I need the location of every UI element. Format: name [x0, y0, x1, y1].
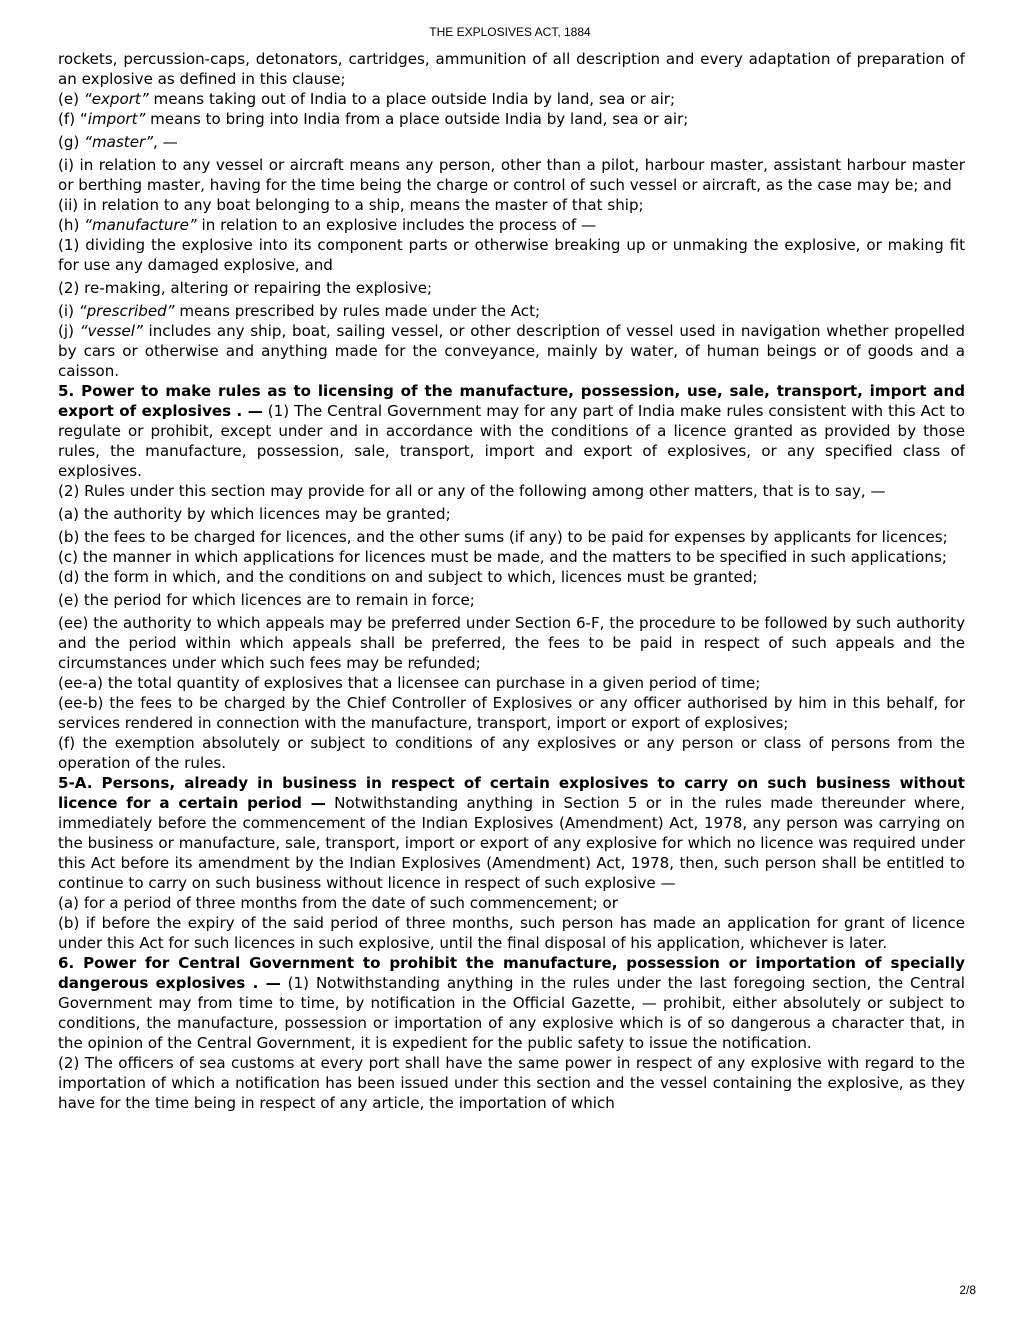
paragraph: (c) the manner in which applications for licences must be made, and the matters to be specified in such applications; [58, 548, 947, 566]
section-5: 5. Power to make rules as to licensing of the manufacture, possession, use, sale, transport, import and export of explosives . — (1) The Central Government may for any part of India make rules consistent with this Act to regulate or prohibit, except under and in accordance with the conditions of a licence granted as provided by those rules, the manufacture, possession, sale, transport, import and export of explosives, or any specified class of explosives. [58, 382, 965, 480]
section-heading: 5-A. Persons, already in business in respect of certain explosives to carry on such business without licence for a certain period — [58, 774, 965, 812]
paragraph: (1) dividing the explosive into its component parts or otherwise breaking up or unmaking the explosive, or making fit for use any damaged explosive, and [58, 236, 965, 274]
document-body [58, 49, 965, 1113]
paragraph: (ee-b) the fees to be charged by the Chief Controller of Explosives or any officer authorised by him in this behalf, for services rendered in connection with the manufacture, transport, import or export of explosives; [58, 694, 965, 732]
paragraph: (b) the fees to be charged for licences, and the other sums (if any) to be paid for expenses by applicants for licences; [58, 528, 948, 546]
paragraph: (ee) the authority to which appeals may be preferred under Section 6-F, the procedure to be followed by such authority and the period within which appeals shall be preferred, the fees to be paid in respect of such appeals and the circumstances under which such fees may be refunded; [58, 614, 965, 672]
definition-prescribed: (i) “prescribed” means prescribed by rules made under the Act; [58, 302, 541, 320]
paragraph: (2) The officers of sea customs at every port shall have the same power in respect of any explosive with regard to the importation of which a notification has been issued under this section and the vessel containing the explosive, as they have for the time being in respect of any article, the importation of which [58, 1054, 965, 1112]
defined-term: import” [87, 110, 146, 128]
paragraph: (ii) in relation to any boat belonging to a ship, means the master of that ship; [58, 196, 644, 214]
paragraph: (2) Rules under this section may provide for all or any of the following among other matters, that is to say, — [58, 482, 886, 500]
paragraph: rockets, percussion-caps, detonators, cartridges, ammunition of all description and every adaptation of preparation of an explosive as defined in this clause; [58, 50, 965, 88]
defined-term: “master” [84, 133, 154, 151]
defined-term: “prescribed” [78, 302, 175, 320]
definition-export: (e) “export” means taking out of India to a place outside India by land, sea or air; [58, 90, 676, 108]
paragraph: (i) in relation to any vessel or aircraft means any person, other than a pilot, harbour master, assistant harbour master or berthing master, having for the time being the charge or control of such vessel or aircraft, as the case may be; and [58, 156, 965, 194]
section-heading: 6. Power for Central Government to prohibit the manufacture, possession or importation of specially dangerous explosives . — [58, 954, 965, 992]
paragraph: (e) the period for which licences are to remain in force; [58, 591, 475, 609]
paragraph: (a) the authority by which licences may be granted; [58, 505, 451, 523]
paragraph: (2) re-making, altering or repairing the explosive; [58, 279, 433, 297]
paragraph: (a) for a period of three months from the date of such commencement; or [58, 894, 618, 912]
page-number: 2/8 [959, 1283, 976, 1297]
section-6: 6. Power for Central Government to prohibit the manufacture, possession or importation of specially dangerous explosives . — (1) Notwithstanding anything in the rules under the last foregoing section, the Central Government may from time to time, by notification in the Official Gazette, — prohibit, either absolutely or subject to conditions, the manufacture, possession or importation of any explosive which is of so dangerous a character that, in the opinion of the Central Government, it is expedient for the public safety to issue the notification. [58, 954, 965, 1052]
definition-manufacture: (h) “manufacture” in relation to an explosive includes the process of — [58, 216, 597, 234]
paragraph: (b) if before the expiry of the said period of three months, such person has made an application for grant of licence under this Act for such licences in such explosive, until the final disposal of his application, whichever is later. [58, 914, 965, 952]
definition-vessel: (j) “vessel” includes any ship, boat, sailing vessel, or other description of vessel used in navigation whether propelled by cars or otherwise and anything made for the conveyance, mainly by water, of human beings or of goods and a caisson. [58, 322, 965, 380]
paragraph: (ee-a) the total quantity of explosives that a licensee can purchase in a given period of time; [58, 674, 761, 692]
defined-term: “manufacture” [84, 216, 197, 234]
definition-master: (g) “master”, — [58, 133, 178, 151]
paragraph: (f) the exemption absolutely or subject to conditions of any explosives or any person or class of persons from the operation of the rules. [58, 734, 965, 772]
paragraph: (d) the form in which, and the conditions on and subject to which, licences must be granted; [58, 568, 758, 586]
definition-import: (f) “import” means to bring into India from a place outside India by land, sea or air; [58, 110, 689, 128]
page-header-title: THE EXPLOSIVES ACT, 1884 [429, 25, 591, 39]
defined-term: “export” [83, 90, 149, 108]
section-5a: 5-A. Persons, already in business in respect of certain explosives to carry on such business without licence for a certain period — Notwithstanding anything in Section 5 or in the rules made thereunder where, immediately before the commencement of the Indian Explosives (Amendment) Act, 1978, any person was carrying on the business or manufacture, sale, transport, import or export of any explosive for which no licence was required under this Act before its amendment by the Indian Explosives (Amendment) Act, 1978, then, such person shall be entitled to continue to carry on such business without licence in respect of such explosive — [58, 774, 965, 892]
defined-term: “vessel” [79, 322, 143, 340]
section-heading: 5. Power to make rules as to licensing of the manufacture, possession, use, sale, transport, import and export of explosives . — [58, 382, 965, 420]
